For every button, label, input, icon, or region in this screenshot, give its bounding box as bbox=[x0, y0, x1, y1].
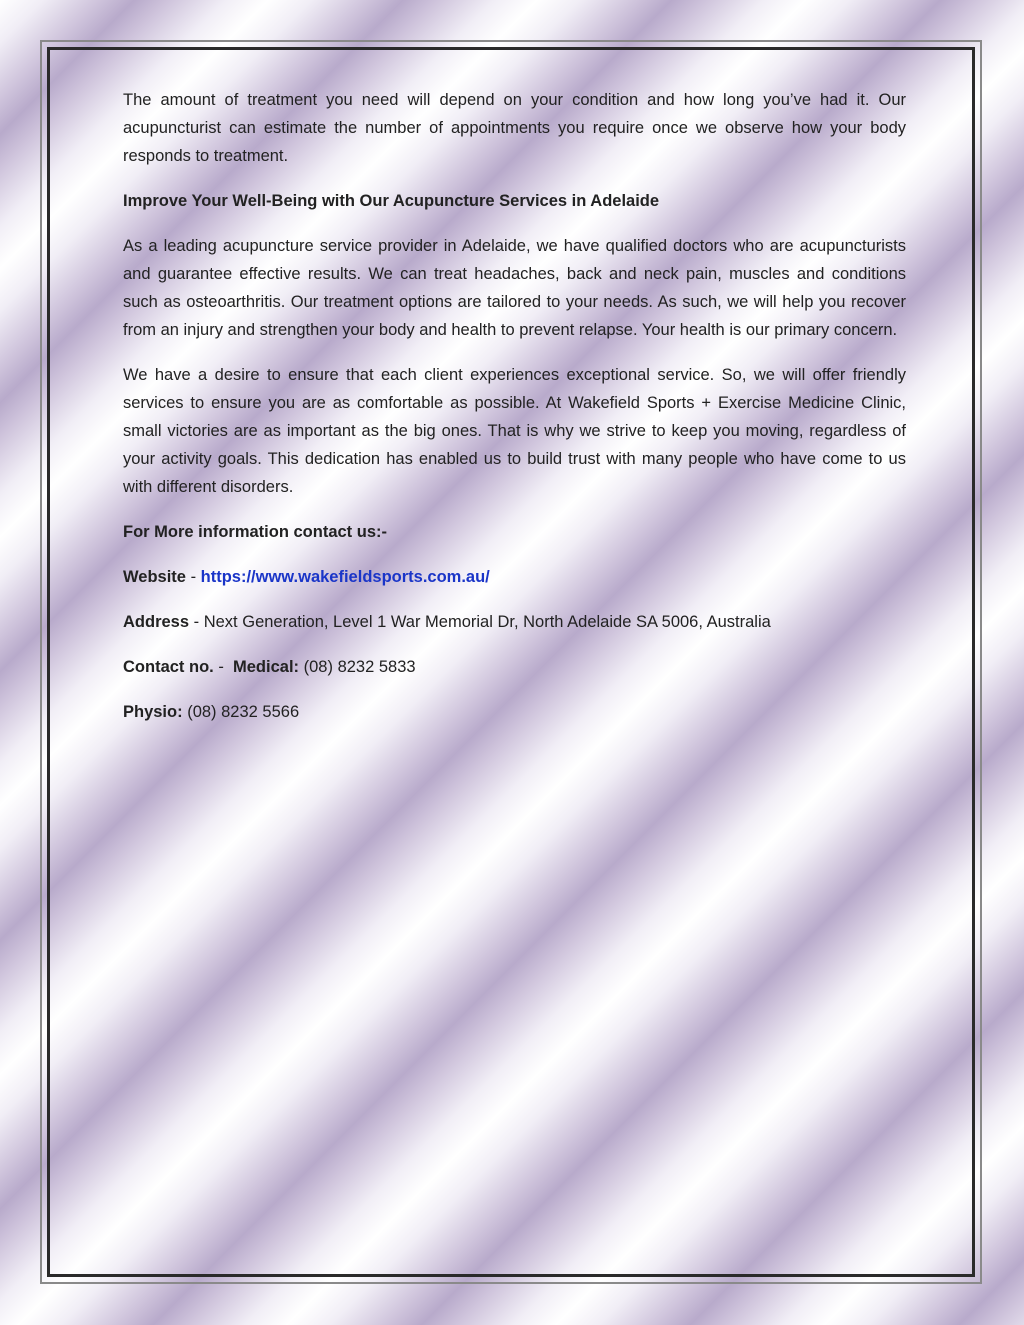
contact-heading: For More information contact us:- bbox=[123, 523, 387, 541]
address-separator: - bbox=[193, 613, 200, 631]
section-heading: Improve Your Well-Being with Our Acupuncture Services in Adelaide bbox=[123, 192, 660, 210]
contact-line bbox=[123, 653, 906, 681]
page-border bbox=[47, 47, 975, 1277]
website-line bbox=[123, 563, 906, 591]
physio-line bbox=[123, 698, 906, 726]
website-label: Website bbox=[123, 568, 186, 586]
contact-label: Contact no. bbox=[123, 658, 214, 676]
address-value: Next Generation, Level 1 War Memorial Dr, North Adelaide SA 5006, Australia bbox=[203, 613, 771, 631]
paragraph-treatment-amount: The amount of treatment you need will depend on your condition and how long you’ve had it. Our acupuncturist can estimate the number of appointments you require once we observe how your body responds to treatment. bbox=[123, 91, 906, 165]
physio-label: Physio: bbox=[123, 703, 183, 721]
medical-phone: (08) 8232 5833 bbox=[303, 658, 416, 676]
contact-separator: - bbox=[218, 658, 224, 676]
medical-label: Medical: bbox=[233, 658, 300, 676]
paragraph-client-experience: We have a desire to ensure that each client experiences exceptional service. So, we will offer friendly services to ensure you are as comfortable as possible. At Wakefield Sports + Exercise Medicine Clinic, small victories are as important as the big ones. That is why we strive to keep you moving, regardless of your activity goals. This dedication has enabled us to build trust with many people who have come to us with different disorders. bbox=[123, 366, 906, 496]
address-label: Address bbox=[123, 613, 190, 631]
page-frame bbox=[40, 40, 982, 1284]
address-line bbox=[123, 608, 906, 636]
paragraph-services: As a leading acupuncture service provider in Adelaide, we have qualified doctors who are acupuncturists and guarantee effective results. We can treat headaches, back and neck pain, muscles and conditions such as osteoarthritis. Our treatment options are tailored to your needs. As such, we will help you recover from an injury and strengthen your body and health to prevent relapse. Your health is our primary concern. bbox=[123, 237, 906, 339]
website-separator: - bbox=[190, 568, 197, 586]
website-link[interactable]: https://www.wakefieldsports.com.au/ bbox=[200, 568, 490, 586]
document-content bbox=[123, 86, 906, 743]
physio-phone: (08) 8232 5566 bbox=[187, 703, 300, 721]
